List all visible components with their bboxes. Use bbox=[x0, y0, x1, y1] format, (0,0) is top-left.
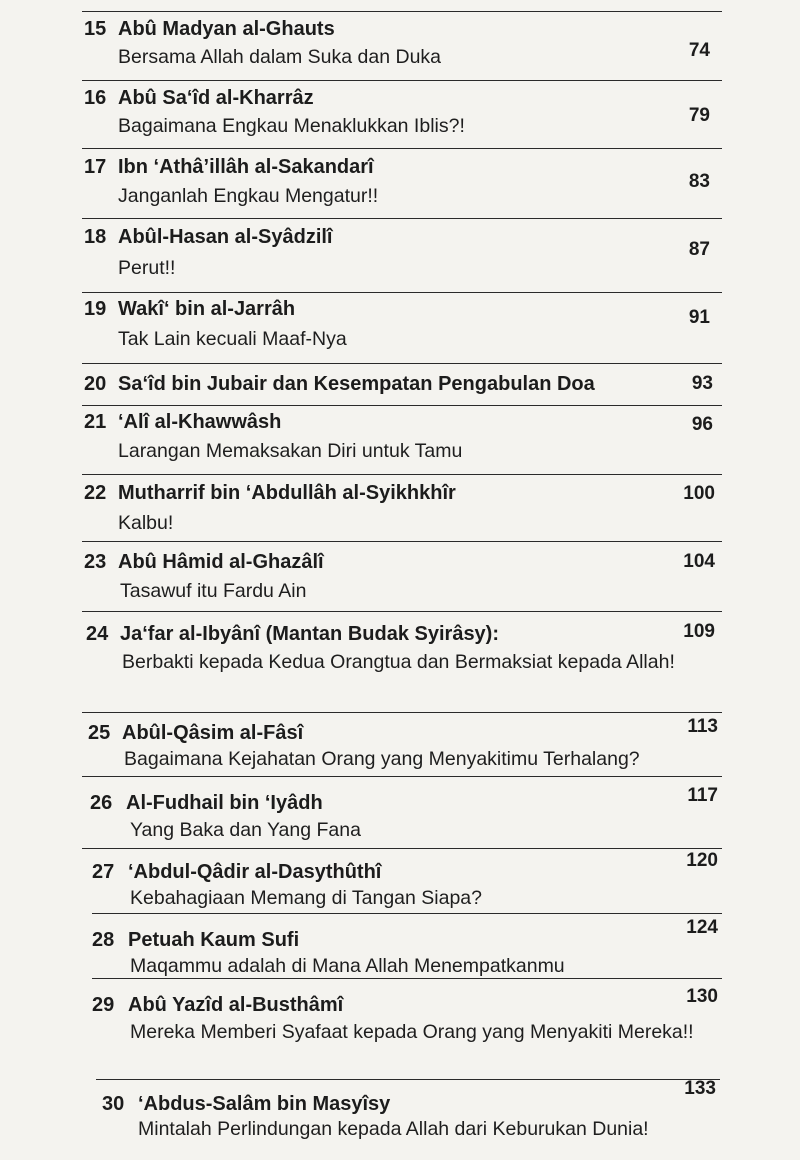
entry-subtitle: Mereka Memberi Syafaat kepada Orang yang Menyakiti Mereka!! bbox=[130, 1021, 694, 1043]
divider-line bbox=[82, 611, 722, 612]
page-number: 124 bbox=[686, 917, 718, 938]
entry-heading: Mutharrif bin ‘Abdullâh al-Syikhkhîr bbox=[118, 482, 456, 504]
entry-subtitle: Perut!! bbox=[118, 257, 176, 279]
entry-number: 26 bbox=[90, 792, 113, 814]
divider-line bbox=[82, 541, 722, 542]
entry-subtitle: Mintalah Perlindungan kepada Allah dari Keburukan Dunia! bbox=[138, 1118, 649, 1140]
page-number: 87 bbox=[688, 239, 710, 260]
page-number: 130 bbox=[686, 986, 718, 1007]
entry-heading: Wakî‘ bin al-Jarrâh bbox=[118, 298, 296, 320]
entry-heading: Al-Fudhail bin ‘Iyâdh bbox=[126, 792, 323, 814]
divider-line bbox=[82, 80, 722, 81]
entry-heading: ‘Alî al-Khawwâsh bbox=[118, 411, 282, 433]
entry-number: 28 bbox=[92, 929, 115, 951]
page-number: 100 bbox=[683, 483, 715, 504]
page-number: 79 bbox=[688, 105, 710, 126]
entry-subtitle: Janganlah Engkau Mengatur!! bbox=[118, 185, 379, 207]
entry-number: 15 bbox=[84, 18, 107, 40]
entry-number: 30 bbox=[102, 1093, 125, 1115]
divider-line bbox=[82, 848, 722, 849]
page-number: 133 bbox=[684, 1078, 716, 1099]
entry-heading: ‘Abdus-Salâm bin Masyîsy bbox=[138, 1093, 391, 1115]
page-number: 96 bbox=[691, 414, 713, 435]
page-number: 93 bbox=[691, 373, 713, 394]
entry-heading: Abûl-Qâsim al-Fâsî bbox=[122, 722, 304, 744]
entry-heading: Abû Sa‘îd al-Kharrâz bbox=[118, 87, 314, 109]
page-number: 91 bbox=[688, 307, 710, 328]
entry-number: 19 bbox=[84, 298, 107, 320]
page-number: 113 bbox=[687, 716, 718, 737]
entry-heading: Abû Yazîd al-Busthâmî bbox=[128, 994, 344, 1016]
entry-subtitle: Yang Baka dan Yang Fana bbox=[130, 819, 361, 841]
divider-line bbox=[82, 712, 722, 713]
entry-subtitle: Larangan Memaksakan Diri untuk Tamu bbox=[118, 440, 463, 462]
entry-heading: Ibn ‘Athâ’illâh al-Sakandarî bbox=[118, 156, 374, 178]
entry-heading: ‘Abdul-Qâdir al-Dasythûthî bbox=[128, 861, 382, 883]
entry-number: 16 bbox=[84, 87, 107, 109]
entry-heading: Abûl-Hasan al-Syâdzilî bbox=[118, 226, 333, 248]
divider-line bbox=[82, 776, 722, 777]
entry-subtitle: Berbakti kepada Kedua Orangtua dan Bermaksiat kepada Allah! bbox=[122, 651, 675, 673]
entry-subtitle: Bersama Allah dalam Suka dan Duka bbox=[118, 46, 442, 68]
entry-subtitle: Bagaimana Engkau Menaklukkan Iblis?! bbox=[118, 115, 465, 137]
entry-heading: Ja‘far al-Ibyânî (Mantan Budak Syirâsy): bbox=[120, 623, 500, 645]
entry-subtitle: Tasawuf itu Fardu Ain bbox=[120, 580, 307, 602]
divider-line bbox=[82, 292, 722, 293]
entry-number: 23 bbox=[84, 551, 107, 573]
page-number: 83 bbox=[688, 171, 710, 192]
entry-number: 20 bbox=[84, 373, 107, 395]
entry-number: 27 bbox=[92, 861, 115, 883]
entry-subtitle: Kebahagiaan Memang di Tangan Siapa? bbox=[130, 887, 482, 909]
divider-line bbox=[92, 913, 722, 914]
page-number: 109 bbox=[683, 621, 715, 642]
entry-subtitle: Tak Lain kecuali Maaf-Nya bbox=[118, 328, 347, 350]
page-number: 120 bbox=[686, 850, 718, 871]
entry-number: 24 bbox=[86, 623, 109, 645]
page-number: 74 bbox=[688, 40, 710, 61]
divider-line bbox=[82, 218, 722, 219]
divider-line bbox=[96, 1079, 720, 1080]
entry-number: 21 bbox=[84, 411, 107, 433]
entry-heading: Abû Hâmid al-Ghazâlî bbox=[118, 551, 324, 573]
entry-subtitle: Bagaimana Kejahatan Orang yang Menyakitimu Terhalang? bbox=[124, 748, 640, 770]
divider-line bbox=[82, 11, 722, 12]
page-number: 117 bbox=[687, 785, 718, 806]
entry-heading: Sa‘îd bin Jubair dan Kesempatan Pengabulan Doa bbox=[118, 373, 595, 395]
entry-subtitle: Kalbu! bbox=[118, 512, 174, 534]
entry-number: 25 bbox=[88, 722, 111, 744]
divider-line bbox=[82, 405, 722, 406]
entry-number: 18 bbox=[84, 226, 107, 248]
entry-heading: Petuah Kaum Sufi bbox=[128, 929, 300, 951]
divider-line bbox=[82, 148, 722, 149]
divider-line bbox=[82, 363, 722, 364]
divider-line bbox=[82, 474, 722, 475]
entry-number: 22 bbox=[84, 482, 107, 504]
entry-number: 29 bbox=[92, 994, 115, 1016]
entry-number: 17 bbox=[84, 156, 107, 178]
entry-subtitle: Maqammu adalah di Mana Allah Menempatkanmu bbox=[130, 955, 565, 977]
entry-heading: Abû Madyan al-Ghauts bbox=[118, 18, 335, 40]
page-number: 104 bbox=[683, 551, 715, 572]
